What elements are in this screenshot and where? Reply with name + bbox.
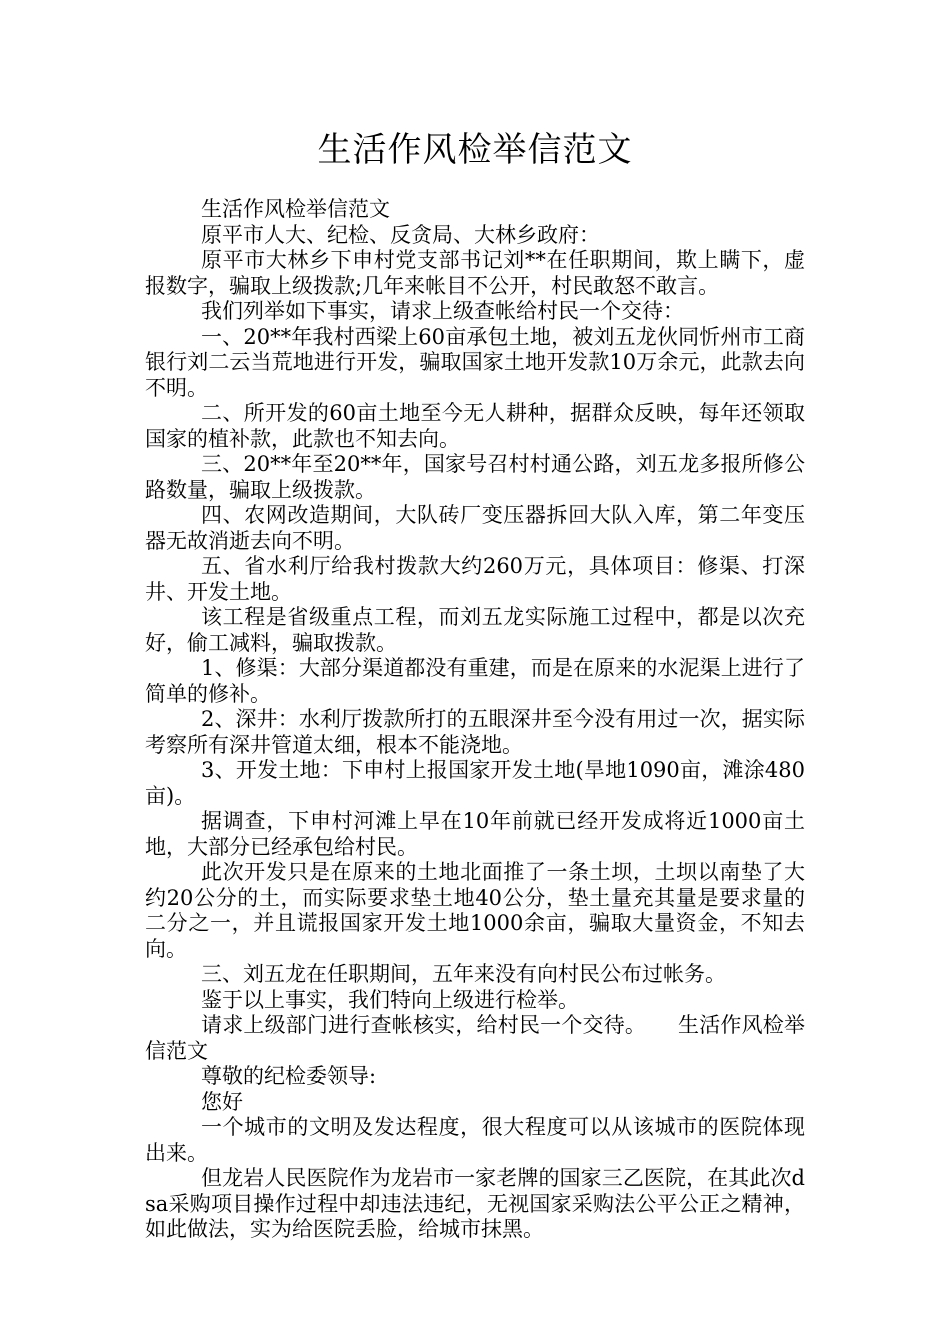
paragraph: 此次开发只是在原来的土地北面推了一条土坝，土坝以南垫了大约20公分的土，而实际要求垫土地40公分，垫土量充其量是要求量的二分之一，并且谎报国家开发土地1000余亩，骗取大量资金，不知去向。 bbox=[145, 860, 805, 961]
paragraph: 原平市大林乡下申村党支部书记刘**在任职期间，欺上瞒下，虚报数字，骗取上级拨款;几年来帐目不公开，村民敢怒不敢言。 bbox=[145, 248, 805, 298]
paragraph: 一个城市的文明及发达程度，很大程度可以从该城市的医院体现出来。 bbox=[145, 1115, 805, 1165]
paragraph: 该工程是省级重点工程，而刘五龙实际施工过程中，都是以次充好，偷工减料，骗取拨款。 bbox=[145, 605, 805, 655]
paragraph: 尊敬的纪检委领导: bbox=[201, 1064, 377, 1088]
paragraph: 四、农网改造期间，大队砖厂变压器拆回大队入库，第二年变压器无故消逝去向不明。 bbox=[145, 503, 805, 553]
paragraph: 您好 bbox=[201, 1089, 243, 1114]
paragraph: 2、深井：水利厅拨款所打的五眼深井至今没有用过一次，据实际考察所有深井管道太细，根本不能浇地。 bbox=[145, 707, 805, 757]
document-body bbox=[145, 197, 805, 1243]
paragraph: 我们列举如下事实，请求上级查帐给村民一个交待： bbox=[201, 299, 684, 323]
paragraph: 生活作风检举信范文 bbox=[201, 197, 390, 221]
paragraph: 一、20**年我村西梁上60亩承包土地，被刘五龙伙同忻州市工商银行刘二云当荒地进行开发，骗取国家土地开发款10万余元，此款去向不明。 bbox=[145, 324, 805, 400]
paragraph: 三、刘五龙在任职期间，五年来没有向村民公布过帐务。 bbox=[201, 962, 726, 986]
paragraph: 原平市人大、纪检、反贪局、大林乡政府： bbox=[201, 222, 600, 247]
document-title: 生活作风检举信范文 bbox=[317, 130, 633, 170]
paragraph: 1、修渠：大部分渠道都没有重建，而是在原来的水泥渠上进行了简单的修补。 bbox=[145, 656, 805, 706]
paragraph: 三、20**年至20**年，国家号召村村通公路，刘五龙多报所修公路数量，骗取上级拨款。 bbox=[145, 452, 805, 502]
paragraph: 五、省水利厅给我村拨款大约260万元，具体项目：修渠、打深井、开发土地。 bbox=[145, 554, 805, 604]
paragraph: 二、所开发的60亩土地至今无人耕种，据群众反映，每年还领取国家的植补款，此款也不知去向。 bbox=[145, 401, 805, 451]
paragraph: 请求上级部门进行查帐核实，给村民一个交待。 生活作风检举信范文 bbox=[145, 1013, 805, 1063]
paragraph: 3、开发土地：下申村上报国家开发土地(旱地1090亩，滩涂480亩)。 bbox=[145, 758, 805, 808]
paragraph: 鉴于以上事实，我们特向上级进行检举。 bbox=[201, 987, 579, 1012]
paragraph: 但龙岩人民医院作为龙岩市一家老牌的国家三乙医院，在其此次dsa采购项目操作过程中却违法违纪，无视国家采购法公平公正之精神，如此做法，实为给医院丢脸，给城市抹黑。 bbox=[145, 1166, 805, 1241]
paragraph: 据调查，下申村河滩上早在10年前就已经开发成将近1000亩土地，大部分已经承包给村民。 bbox=[145, 809, 805, 859]
